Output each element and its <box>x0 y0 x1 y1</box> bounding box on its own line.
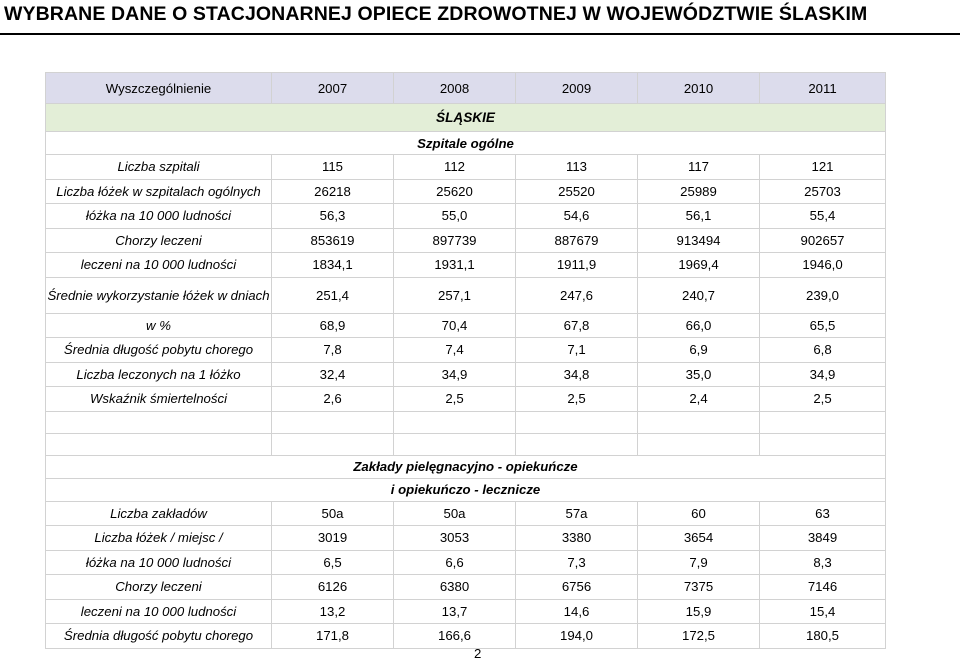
table-cell: 3380 <box>516 526 638 551</box>
table-cell: 50a <box>394 501 516 526</box>
section-title-row <box>46 455 886 478</box>
table-cell: 34,9 <box>760 362 886 387</box>
table-cell: 887679 <box>516 228 638 253</box>
table-cell: 166,6 <box>394 624 516 649</box>
table-cell: 172,5 <box>638 624 760 649</box>
region-row <box>46 104 886 132</box>
statistics-table-body <box>46 73 886 649</box>
table-cell: 6126 <box>272 575 394 600</box>
table-cell: 239,0 <box>760 277 886 313</box>
table-cell: 115 <box>272 155 394 180</box>
table-cell: 15,4 <box>760 599 886 624</box>
table-cell: 54,6 <box>516 204 638 229</box>
table-cell: 7,9 <box>638 550 760 575</box>
header-year: 2007 <box>272 73 394 104</box>
row-label: Chorzy leczeni <box>46 228 272 253</box>
table-cell: 32,4 <box>272 362 394 387</box>
table-cell: 117 <box>638 155 760 180</box>
table-row <box>46 277 886 313</box>
row-label: Liczba łóżek w szpitalach ogólnych <box>46 179 272 204</box>
table-cell: 853619 <box>272 228 394 253</box>
section-title-row <box>46 478 886 501</box>
table-cell: 2,4 <box>638 387 760 412</box>
row-label: leczeni na 10 000 ludności <box>46 253 272 278</box>
table-cell: 60 <box>638 501 760 526</box>
spacer-row <box>46 411 886 433</box>
empty-cell <box>394 433 516 455</box>
table-cell: 897739 <box>394 228 516 253</box>
empty-cell <box>516 411 638 433</box>
table-cell: 171,8 <box>272 624 394 649</box>
table-cell: 121 <box>760 155 886 180</box>
row-label: Chorzy leczeni <box>46 575 272 600</box>
header-year: 2008 <box>394 73 516 104</box>
table-cell: 7,1 <box>516 338 638 363</box>
table-row <box>46 228 886 253</box>
empty-cell <box>46 433 272 455</box>
empty-cell <box>760 433 886 455</box>
row-label: Średnie wykorzystanie łóżek w dniach <box>46 277 272 313</box>
table-cell: 65,5 <box>760 313 886 338</box>
table-cell: 25620 <box>394 179 516 204</box>
header-year: 2010 <box>638 73 760 104</box>
table-cell: 15,9 <box>638 599 760 624</box>
table-row <box>46 313 886 338</box>
header-year: 2011 <box>760 73 886 104</box>
table-cell: 6756 <box>516 575 638 600</box>
table-cell: 67,8 <box>516 313 638 338</box>
table-cell: 2,5 <box>760 387 886 412</box>
table-row <box>46 338 886 363</box>
row-label: w % <box>46 313 272 338</box>
table-cell: 3053 <box>394 526 516 551</box>
empty-cell <box>394 411 516 433</box>
table-cell: 902657 <box>760 228 886 253</box>
section1-title: Szpitale ogólne <box>46 132 886 155</box>
table-cell: 7,3 <box>516 550 638 575</box>
row-label: Średnia długość pobytu chorego <box>46 338 272 363</box>
header-year: 2009 <box>516 73 638 104</box>
table-cell: 63 <box>760 501 886 526</box>
table-cell: 7,8 <box>272 338 394 363</box>
empty-cell <box>46 411 272 433</box>
table-cell: 113 <box>516 155 638 180</box>
row-label: leczeni na 10 000 ludności <box>46 599 272 624</box>
empty-cell <box>638 411 760 433</box>
table-cell: 2,5 <box>394 387 516 412</box>
table-cell: 55,0 <box>394 204 516 229</box>
table-row <box>46 204 886 229</box>
table-cell: 112 <box>394 155 516 180</box>
table-row <box>46 501 886 526</box>
table-row <box>46 253 886 278</box>
empty-cell <box>760 411 886 433</box>
header-label: Wyszczególnienie <box>46 73 272 104</box>
page-title: WYBRANE DANE O STACJONARNEJ OPIECE ZDROWOTNEJ W WOJEWÓDZTWIE ŚLASKIM <box>4 3 868 25</box>
row-label: łóżka na 10 000 ludności <box>46 204 272 229</box>
table-row <box>46 387 886 412</box>
table-cell: 7146 <box>760 575 886 600</box>
table-cell: 68,9 <box>272 313 394 338</box>
statistics-table <box>45 72 886 649</box>
table-cell: 194,0 <box>516 624 638 649</box>
row-label: Liczba szpitali <box>46 155 272 180</box>
title-divider <box>0 33 960 35</box>
table-cell: 6,8 <box>760 338 886 363</box>
table-cell: 1946,0 <box>760 253 886 278</box>
header-row <box>46 73 886 104</box>
table-cell: 247,6 <box>516 277 638 313</box>
table-cell: 25520 <box>516 179 638 204</box>
table-cell: 7375 <box>638 575 760 600</box>
table-cell: 3019 <box>272 526 394 551</box>
table-row <box>46 599 886 624</box>
table-cell: 1969,4 <box>638 253 760 278</box>
page-number: 2 <box>474 646 482 661</box>
table-cell: 6,6 <box>394 550 516 575</box>
table-cell: 66,0 <box>638 313 760 338</box>
region-name: ŚLĄSKIE <box>46 104 886 132</box>
table-cell: 13,2 <box>272 599 394 624</box>
empty-cell <box>272 411 394 433</box>
table-row <box>46 362 886 387</box>
table-row <box>46 550 886 575</box>
table-cell: 1931,1 <box>394 253 516 278</box>
table-cell: 25703 <box>760 179 886 204</box>
spacer-row <box>46 433 886 455</box>
table-cell: 1834,1 <box>272 253 394 278</box>
table-cell: 6,5 <box>272 550 394 575</box>
row-label: Liczba leczonych na 1 łóżko <box>46 362 272 387</box>
table-cell: 180,5 <box>760 624 886 649</box>
table-cell: 251,4 <box>272 277 394 313</box>
table-cell: 1911,9 <box>516 253 638 278</box>
table-cell: 25989 <box>638 179 760 204</box>
table-cell: 2,6 <box>272 387 394 412</box>
table-cell: 55,4 <box>760 204 886 229</box>
table-cell: 913494 <box>638 228 760 253</box>
table-cell: 34,9 <box>394 362 516 387</box>
row-label: Liczba zakładów <box>46 501 272 526</box>
section2-title-line2: i opiekuńczo - lecznicze <box>46 478 886 501</box>
table-cell: 3849 <box>760 526 886 551</box>
row-label: Wskaźnik śmiertelności <box>46 387 272 412</box>
table-cell: 14,6 <box>516 599 638 624</box>
table-cell: 7,4 <box>394 338 516 363</box>
empty-cell <box>638 433 760 455</box>
section-title-row <box>46 132 886 155</box>
row-label: łóżka na 10 000 ludności <box>46 550 272 575</box>
empty-cell <box>272 433 394 455</box>
table-cell: 8,3 <box>760 550 886 575</box>
empty-cell <box>516 433 638 455</box>
table-cell: 240,7 <box>638 277 760 313</box>
table-cell: 50a <box>272 501 394 526</box>
table-cell: 34,8 <box>516 362 638 387</box>
row-label: Średnia długość pobytu chorego <box>46 624 272 649</box>
table-cell: 56,1 <box>638 204 760 229</box>
table-cell: 6380 <box>394 575 516 600</box>
table-row <box>46 155 886 180</box>
table-row <box>46 575 886 600</box>
table-cell: 13,7 <box>394 599 516 624</box>
table-row <box>46 624 886 649</box>
row-label: Liczba łóżek / miejsc / <box>46 526 272 551</box>
table-row <box>46 526 886 551</box>
table-cell: 6,9 <box>638 338 760 363</box>
table-cell: 35,0 <box>638 362 760 387</box>
table-cell: 70,4 <box>394 313 516 338</box>
table-cell: 57a <box>516 501 638 526</box>
section2-title-line1: Zakłady pielęgnacyjno - opiekuńcze <box>46 455 886 478</box>
table-cell: 2,5 <box>516 387 638 412</box>
table-cell: 56,3 <box>272 204 394 229</box>
table-row <box>46 179 886 204</box>
table-cell: 26218 <box>272 179 394 204</box>
table-cell: 257,1 <box>394 277 516 313</box>
table-cell: 3654 <box>638 526 760 551</box>
